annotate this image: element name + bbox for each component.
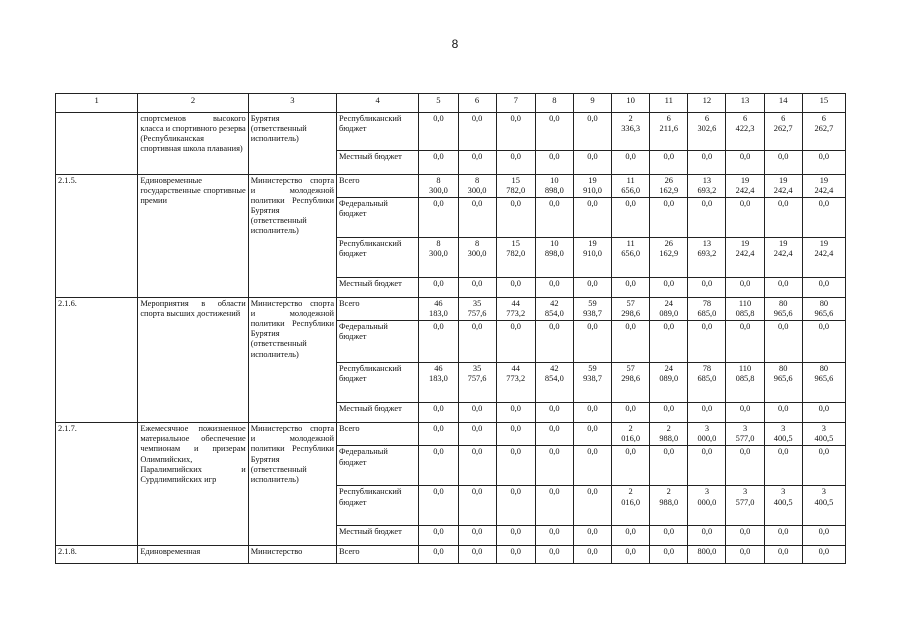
page-number: 8 bbox=[451, 37, 459, 51]
amount-cell: 6 302,6 bbox=[688, 113, 726, 151]
amount-cell: 110 085,8 bbox=[726, 298, 764, 321]
amount-cell: 2 336,3 bbox=[612, 113, 650, 151]
amount-cell: 0,0 bbox=[496, 278, 535, 298]
amount-cell: 0,0 bbox=[650, 526, 688, 546]
amount-cell: 3 400,5 bbox=[802, 423, 845, 446]
amount-cell: 0,0 bbox=[458, 486, 496, 526]
amount-cell: 0,0 bbox=[458, 446, 496, 486]
table-row bbox=[56, 175, 846, 198]
amount-cell: 0,0 bbox=[496, 403, 535, 423]
header-cell: 2 bbox=[138, 94, 248, 113]
amount-cell: 0,0 bbox=[802, 321, 845, 363]
amount-cell: 0,0 bbox=[612, 546, 650, 564]
amount-cell: 3 400,5 bbox=[764, 423, 802, 446]
amount-cell: 0,0 bbox=[688, 278, 726, 298]
amount-cell: 0,0 bbox=[802, 546, 845, 564]
amount-cell: 0,0 bbox=[612, 526, 650, 546]
amount-cell: 0,0 bbox=[535, 113, 573, 151]
table-row bbox=[56, 113, 846, 151]
amount-cell: 6 262,7 bbox=[764, 113, 802, 151]
funding-source: Местный бюджет bbox=[337, 526, 419, 546]
amount-cell: 57 298,6 bbox=[612, 298, 650, 321]
header-cell: 6 bbox=[458, 94, 496, 113]
funding-source: Местный бюджет bbox=[337, 278, 419, 298]
amount-cell: 0,0 bbox=[573, 321, 611, 363]
amount-cell: 0,0 bbox=[688, 403, 726, 423]
amount-cell: 0,0 bbox=[650, 198, 688, 238]
funding-source: Республиканский бюджет bbox=[337, 113, 419, 151]
amount-cell: 0,0 bbox=[612, 321, 650, 363]
amount-cell: 0,0 bbox=[688, 151, 726, 175]
funding-source: Местный бюджет bbox=[337, 403, 419, 423]
amount-cell: 0,0 bbox=[688, 198, 726, 238]
amount-cell: 19 242,4 bbox=[726, 238, 764, 278]
amount-cell: 800,0 bbox=[688, 546, 726, 564]
header-cell: 8 bbox=[535, 94, 573, 113]
amount-cell: 26 162,9 bbox=[650, 238, 688, 278]
amount-cell: 3 000,0 bbox=[688, 423, 726, 446]
amount-cell: 8 300,0 bbox=[458, 238, 496, 278]
amount-cell: 0,0 bbox=[535, 198, 573, 238]
funding-source: Федеральный бюджет bbox=[337, 321, 419, 363]
amount-cell: 0,0 bbox=[650, 446, 688, 486]
executor: Министерство спорта и молодежной политики Республики Бурятия (ответственный исполнитель) bbox=[248, 423, 336, 546]
amount-cell: 26 162,9 bbox=[650, 175, 688, 198]
amount-cell: 0,0 bbox=[764, 403, 802, 423]
amount-cell: 0,0 bbox=[458, 526, 496, 546]
amount-cell: 0,0 bbox=[573, 546, 611, 564]
measure-name: Единовременная bbox=[138, 546, 248, 564]
funding-source: Всего bbox=[337, 546, 419, 564]
amount-cell: 0,0 bbox=[419, 526, 458, 546]
measure-name: Ежемесячное пожизненное материальное обеспечение чемпионам и призерам Олимпийских, Паралимпийских и Сурдлимпийских игр bbox=[138, 423, 248, 546]
amount-cell: 0,0 bbox=[802, 198, 845, 238]
amount-cell: 0,0 bbox=[458, 198, 496, 238]
funding-source: Всего bbox=[337, 298, 419, 321]
amount-cell: 6 211,6 bbox=[650, 113, 688, 151]
amount-cell: 6 262,7 bbox=[802, 113, 845, 151]
amount-cell: 19 242,4 bbox=[726, 175, 764, 198]
funding-source: Республиканский бюджет bbox=[337, 363, 419, 403]
amount-cell: 0,0 bbox=[764, 446, 802, 486]
amount-cell: 0,0 bbox=[726, 526, 764, 546]
measure-name: спортсменов высокого класса и спортивного резерва (Республиканская спортивная школа плавания) bbox=[138, 113, 248, 175]
amount-cell: 0,0 bbox=[496, 113, 535, 151]
amount-cell: 0,0 bbox=[573, 403, 611, 423]
amount-cell: 0,0 bbox=[726, 546, 764, 564]
amount-cell: 0,0 bbox=[496, 151, 535, 175]
amount-cell: 46 183,0 bbox=[419, 298, 458, 321]
header-row bbox=[56, 94, 846, 113]
amount-cell: 8 300,0 bbox=[419, 238, 458, 278]
amount-cell: 0,0 bbox=[458, 113, 496, 151]
executor: Министерство спорта и молодежной политики Республики Бурятия (ответственный исполнитель) bbox=[248, 175, 336, 298]
amount-cell: 3 000,0 bbox=[688, 486, 726, 526]
measure-name: Мероприятия в области спорта высших достижений bbox=[138, 298, 248, 423]
amount-cell: 57 298,6 bbox=[612, 363, 650, 403]
amount-cell: 0,0 bbox=[650, 403, 688, 423]
amount-cell: 0,0 bbox=[573, 423, 611, 446]
amount-cell: 0,0 bbox=[573, 486, 611, 526]
amount-cell: 0,0 bbox=[726, 321, 764, 363]
amount-cell: 0,0 bbox=[688, 526, 726, 546]
table-row bbox=[56, 298, 846, 321]
amount-cell: 10 898,0 bbox=[535, 238, 573, 278]
amount-cell: 0,0 bbox=[612, 151, 650, 175]
amount-cell: 0,0 bbox=[419, 321, 458, 363]
funding-source: Федеральный бюджет bbox=[337, 446, 419, 486]
amount-cell: 8 300,0 bbox=[419, 175, 458, 198]
amount-cell: 3 400,5 bbox=[764, 486, 802, 526]
amount-cell: 19 910,0 bbox=[573, 238, 611, 278]
amount-cell: 0,0 bbox=[419, 151, 458, 175]
amount-cell: 0,0 bbox=[764, 198, 802, 238]
amount-cell: 0,0 bbox=[458, 278, 496, 298]
amount-cell: 80 965,6 bbox=[764, 298, 802, 321]
amount-cell: 0,0 bbox=[496, 546, 535, 564]
amount-cell: 0,0 bbox=[535, 526, 573, 546]
amount-cell: 0,0 bbox=[573, 526, 611, 546]
header-cell: 4 bbox=[337, 94, 419, 113]
table-row bbox=[56, 423, 846, 446]
funding-source: Республиканский бюджет bbox=[337, 238, 419, 278]
amount-cell: 0,0 bbox=[573, 446, 611, 486]
amount-cell: 0,0 bbox=[802, 526, 845, 546]
amount-cell: 0,0 bbox=[419, 423, 458, 446]
executor: Бурятия (ответственный исполнитель) bbox=[248, 113, 336, 175]
amount-cell: 19 242,4 bbox=[764, 175, 802, 198]
amount-cell: 59 938,7 bbox=[573, 298, 611, 321]
amount-cell: 80 965,6 bbox=[802, 298, 845, 321]
item-number: 2.1.5. bbox=[56, 175, 138, 298]
amount-cell: 0,0 bbox=[802, 151, 845, 175]
amount-cell: 0,0 bbox=[612, 403, 650, 423]
header-cell: 5 bbox=[419, 94, 458, 113]
amount-cell: 0,0 bbox=[496, 198, 535, 238]
amount-cell: 0,0 bbox=[726, 403, 764, 423]
amount-cell: 0,0 bbox=[496, 446, 535, 486]
amount-cell: 0,0 bbox=[764, 526, 802, 546]
amount-cell: 11 656,0 bbox=[612, 238, 650, 278]
amount-cell: 0,0 bbox=[726, 446, 764, 486]
amount-cell: 0,0 bbox=[726, 151, 764, 175]
amount-cell: 0,0 bbox=[650, 278, 688, 298]
amount-cell: 2 016,0 bbox=[612, 486, 650, 526]
amount-cell: 0,0 bbox=[650, 151, 688, 175]
amount-cell: 0,0 bbox=[458, 321, 496, 363]
header-cell: 10 bbox=[612, 94, 650, 113]
amount-cell: 13 693,2 bbox=[688, 175, 726, 198]
amount-cell: 0,0 bbox=[573, 278, 611, 298]
amount-cell: 19 242,4 bbox=[802, 175, 845, 198]
header-cell: 11 bbox=[650, 94, 688, 113]
funding-source: Всего bbox=[337, 423, 419, 446]
amount-cell: 0,0 bbox=[458, 546, 496, 564]
executor: Министерство спорта и молодежной политики Республики Бурятия (ответственный исполнитель) bbox=[248, 298, 336, 423]
item-number bbox=[56, 113, 138, 175]
amount-cell: 3 577,0 bbox=[726, 486, 764, 526]
amount-cell: 0,0 bbox=[573, 198, 611, 238]
amount-cell: 0,0 bbox=[535, 321, 573, 363]
amount-cell: 0,0 bbox=[496, 486, 535, 526]
amount-cell: 11 656,0 bbox=[612, 175, 650, 198]
header-cell: 13 bbox=[726, 94, 764, 113]
amount-cell: 0,0 bbox=[419, 198, 458, 238]
header-cell: 9 bbox=[573, 94, 611, 113]
amount-cell: 0,0 bbox=[764, 321, 802, 363]
amount-cell: 35 757,6 bbox=[458, 298, 496, 321]
item-number: 2.1.8. bbox=[56, 546, 138, 564]
amount-cell: 0,0 bbox=[535, 423, 573, 446]
amount-cell: 19 242,4 bbox=[764, 238, 802, 278]
amount-cell: 2 988,0 bbox=[650, 423, 688, 446]
amount-cell: 0,0 bbox=[496, 423, 535, 446]
amount-cell: 15 782,0 bbox=[496, 175, 535, 198]
amount-cell: 0,0 bbox=[535, 486, 573, 526]
amount-cell: 44 773,2 bbox=[496, 363, 535, 403]
amount-cell: 0,0 bbox=[688, 321, 726, 363]
amount-cell: 0,0 bbox=[573, 113, 611, 151]
amount-cell: 0,0 bbox=[650, 321, 688, 363]
amount-cell: 15 782,0 bbox=[496, 238, 535, 278]
measure-name: Единовременные государственные спортивные премии bbox=[138, 175, 248, 298]
amount-cell: 0,0 bbox=[535, 546, 573, 564]
amount-cell: 0,0 bbox=[802, 278, 845, 298]
amount-cell: 0,0 bbox=[535, 278, 573, 298]
amount-cell: 0,0 bbox=[612, 446, 650, 486]
amount-cell: 0,0 bbox=[535, 446, 573, 486]
amount-cell: 0,0 bbox=[612, 198, 650, 238]
funding-source: Федеральный бюджет bbox=[337, 198, 419, 238]
amount-cell: 0,0 bbox=[802, 403, 845, 423]
amount-cell: 24 089,0 bbox=[650, 363, 688, 403]
amount-cell: 0,0 bbox=[419, 278, 458, 298]
amount-cell: 0,0 bbox=[764, 278, 802, 298]
amount-cell: 10 898,0 bbox=[535, 175, 573, 198]
amount-cell: 78 685,0 bbox=[688, 298, 726, 321]
amount-cell: 46 183,0 bbox=[419, 363, 458, 403]
header-cell: 3 bbox=[248, 94, 336, 113]
amount-cell: 19 242,4 bbox=[802, 238, 845, 278]
amount-cell: 110 085,8 bbox=[726, 363, 764, 403]
table-row bbox=[56, 546, 846, 564]
amount-cell: 42 854,0 bbox=[535, 363, 573, 403]
amount-cell: 0,0 bbox=[535, 151, 573, 175]
header-cell: 15 bbox=[802, 94, 845, 113]
amount-cell: 0,0 bbox=[573, 151, 611, 175]
amount-cell: 0,0 bbox=[419, 486, 458, 526]
amount-cell: 0,0 bbox=[458, 403, 496, 423]
amount-cell: 59 938,7 bbox=[573, 363, 611, 403]
amount-cell: 0,0 bbox=[688, 446, 726, 486]
amount-cell: 6 422,3 bbox=[726, 113, 764, 151]
header-cell: 1 bbox=[56, 94, 138, 113]
amount-cell: 78 685,0 bbox=[688, 363, 726, 403]
amount-cell: 0,0 bbox=[535, 403, 573, 423]
amount-cell: 2 016,0 bbox=[612, 423, 650, 446]
amount-cell: 0,0 bbox=[419, 446, 458, 486]
amount-cell: 0,0 bbox=[419, 546, 458, 564]
amount-cell: 35 757,6 bbox=[458, 363, 496, 403]
amount-cell: 0,0 bbox=[764, 546, 802, 564]
funding-source: Республиканский бюджет bbox=[337, 486, 419, 526]
amount-cell: 42 854,0 bbox=[535, 298, 573, 321]
amount-cell: 24 089,0 bbox=[650, 298, 688, 321]
amount-cell: 80 965,6 bbox=[802, 363, 845, 403]
budget-table bbox=[55, 93, 846, 564]
amount-cell: 0,0 bbox=[496, 321, 535, 363]
amount-cell: 19 910,0 bbox=[573, 175, 611, 198]
amount-cell: 0,0 bbox=[802, 446, 845, 486]
header-cell: 14 bbox=[764, 94, 802, 113]
item-number: 2.1.6. bbox=[56, 298, 138, 423]
header-cell: 7 bbox=[496, 94, 535, 113]
amount-cell: 0,0 bbox=[419, 403, 458, 423]
amount-cell: 44 773,2 bbox=[496, 298, 535, 321]
amount-cell: 8 300,0 bbox=[458, 175, 496, 198]
amount-cell: 3 577,0 bbox=[726, 423, 764, 446]
funding-source: Местный бюджет bbox=[337, 151, 419, 175]
funding-source: Всего bbox=[337, 175, 419, 198]
amount-cell: 0,0 bbox=[496, 526, 535, 546]
amount-cell: 0,0 bbox=[764, 151, 802, 175]
header-cell: 12 bbox=[688, 94, 726, 113]
amount-cell: 0,0 bbox=[650, 546, 688, 564]
amount-cell: 0,0 bbox=[458, 151, 496, 175]
amount-cell: 2 988,0 bbox=[650, 486, 688, 526]
executor: Министерство bbox=[248, 546, 336, 564]
amount-cell: 0,0 bbox=[612, 278, 650, 298]
amount-cell: 0,0 bbox=[419, 113, 458, 151]
amount-cell: 80 965,6 bbox=[764, 363, 802, 403]
item-number: 2.1.7. bbox=[56, 423, 138, 546]
amount-cell: 0,0 bbox=[726, 198, 764, 238]
amount-cell: 0,0 bbox=[726, 278, 764, 298]
amount-cell: 3 400,5 bbox=[802, 486, 845, 526]
amount-cell: 0,0 bbox=[458, 423, 496, 446]
amount-cell: 13 693,2 bbox=[688, 238, 726, 278]
